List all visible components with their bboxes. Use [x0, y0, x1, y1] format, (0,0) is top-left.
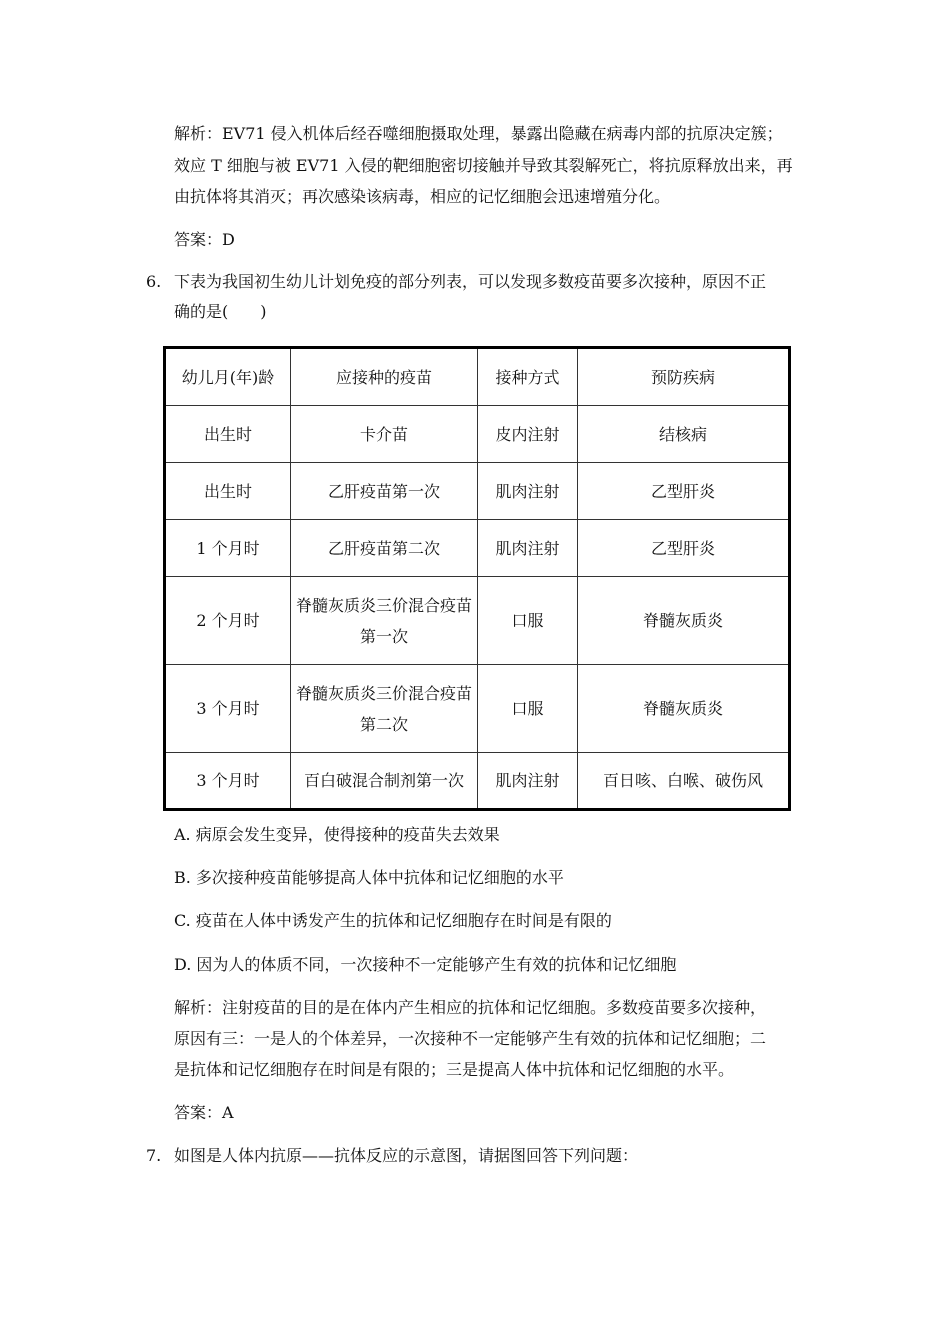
table-cell: 乙肝疫苗第一次 [291, 463, 478, 520]
table-cell: 乙型肝炎 [578, 463, 790, 520]
table-header-cell: 幼儿月(年)龄 [165, 348, 291, 406]
question-7-number: 7. [146, 1146, 162, 1165]
table-cell: 出生时 [165, 406, 291, 463]
table-cell: 结核病 [578, 406, 790, 463]
answer-5: 答案：D [174, 230, 235, 249]
table-row [165, 406, 790, 463]
table-cell: 肌肉注射 [478, 520, 578, 577]
option-b: B. 多次接种疫苗能够提高人体中抗体和记忆细胞的水平 [174, 868, 564, 887]
table-cell: 2 个月时 [165, 577, 291, 665]
answer-6: 答案：A [174, 1103, 234, 1122]
analysis-6-line-1: 解析：注射疫苗的目的是在体内产生相应的抗体和记忆细胞。多数疫苗要多次接种， [174, 998, 767, 1017]
table-cell: 肌肉注射 [478, 463, 578, 520]
table-row [165, 520, 790, 577]
analysis-6-line-2: 原因有三：一是人的个体差异，一次接种不一定能够产生有效的抗体和记忆细胞；二 [174, 1029, 767, 1048]
table-cell: 脊髓灰质炎 [578, 665, 790, 753]
table-cell: 乙肝疫苗第二次 [291, 520, 478, 577]
table-row [165, 753, 790, 810]
table-header-cell: 预防疾病 [578, 348, 790, 406]
question-7-stem: 如图是人体内抗原——抗体反应的示意图，请据图回答下列问题： [174, 1146, 639, 1165]
table-cell: 脊髓灰质炎三价混合疫苗第二次 [291, 665, 478, 753]
table-cell: 肌肉注射 [478, 753, 578, 810]
table-cell: 1 个月时 [165, 520, 291, 577]
analysis-6-line-3: 是抗体和记忆细胞存在时间是有限的；三是提高人体中抗体和记忆细胞的水平。 [174, 1060, 735, 1079]
immunization-table [163, 346, 791, 811]
table-cell: 皮内注射 [478, 406, 578, 463]
table-cell: 脊髓灰质炎 [578, 577, 790, 665]
table-cell: 百白破混合制剂第一次 [291, 753, 478, 810]
analysis-5-line-3: 由抗体将其消灭；再次感染该病毒，相应的记忆细胞会迅速增殖分化。 [174, 187, 671, 206]
option-d: D. 因为人的体质不同，一次接种不一定能够产生有效的抗体和记忆细胞 [174, 955, 677, 974]
table-cell: 3 个月时 [165, 665, 291, 753]
table-header-row [165, 348, 790, 406]
question-6-stem-line-1: 下表为我国初生幼儿计划免疫的部分列表，可以发现多数疫苗要多次接种，原因不正 [174, 272, 767, 291]
table-cell: 卡介苗 [291, 406, 478, 463]
table-cell: 口服 [478, 577, 578, 665]
table-cell: 乙型肝炎 [578, 520, 790, 577]
option-a: A. 病原会发生变异，使得接种的疫苗失去效果 [174, 825, 500, 844]
table-cell: 百日咳、白喉、破伤风 [578, 753, 790, 810]
question-6-stem-line-2: 确的是( ) [174, 302, 267, 321]
table-header-cell: 接种方式 [478, 348, 578, 406]
analysis-5-line-1: 解析：EV71 侵入机体后经吞噬细胞摄取处理，暴露出隐藏在病毒内部的抗原决定簇； [174, 124, 783, 143]
option-c: C. 疫苗在人体中诱发产生的抗体和记忆细胞存在时间是有限的 [174, 911, 612, 930]
table-row [165, 463, 790, 520]
table-header-cell: 应接种的疫苗 [291, 348, 478, 406]
table-cell: 脊髓灰质炎三价混合疫苗第一次 [291, 577, 478, 665]
table-cell: 口服 [478, 665, 578, 753]
analysis-5-line-2: 效应 T 细胞与被 EV71 入侵的靶细胞密切接触并导致其裂解死亡，将抗原释放出来，再 [174, 156, 793, 175]
table-cell: 3 个月时 [165, 753, 291, 810]
table-row [165, 577, 790, 665]
table-row [165, 665, 790, 753]
question-6-number: 6. [146, 272, 162, 291]
table-cell: 出生时 [165, 463, 291, 520]
